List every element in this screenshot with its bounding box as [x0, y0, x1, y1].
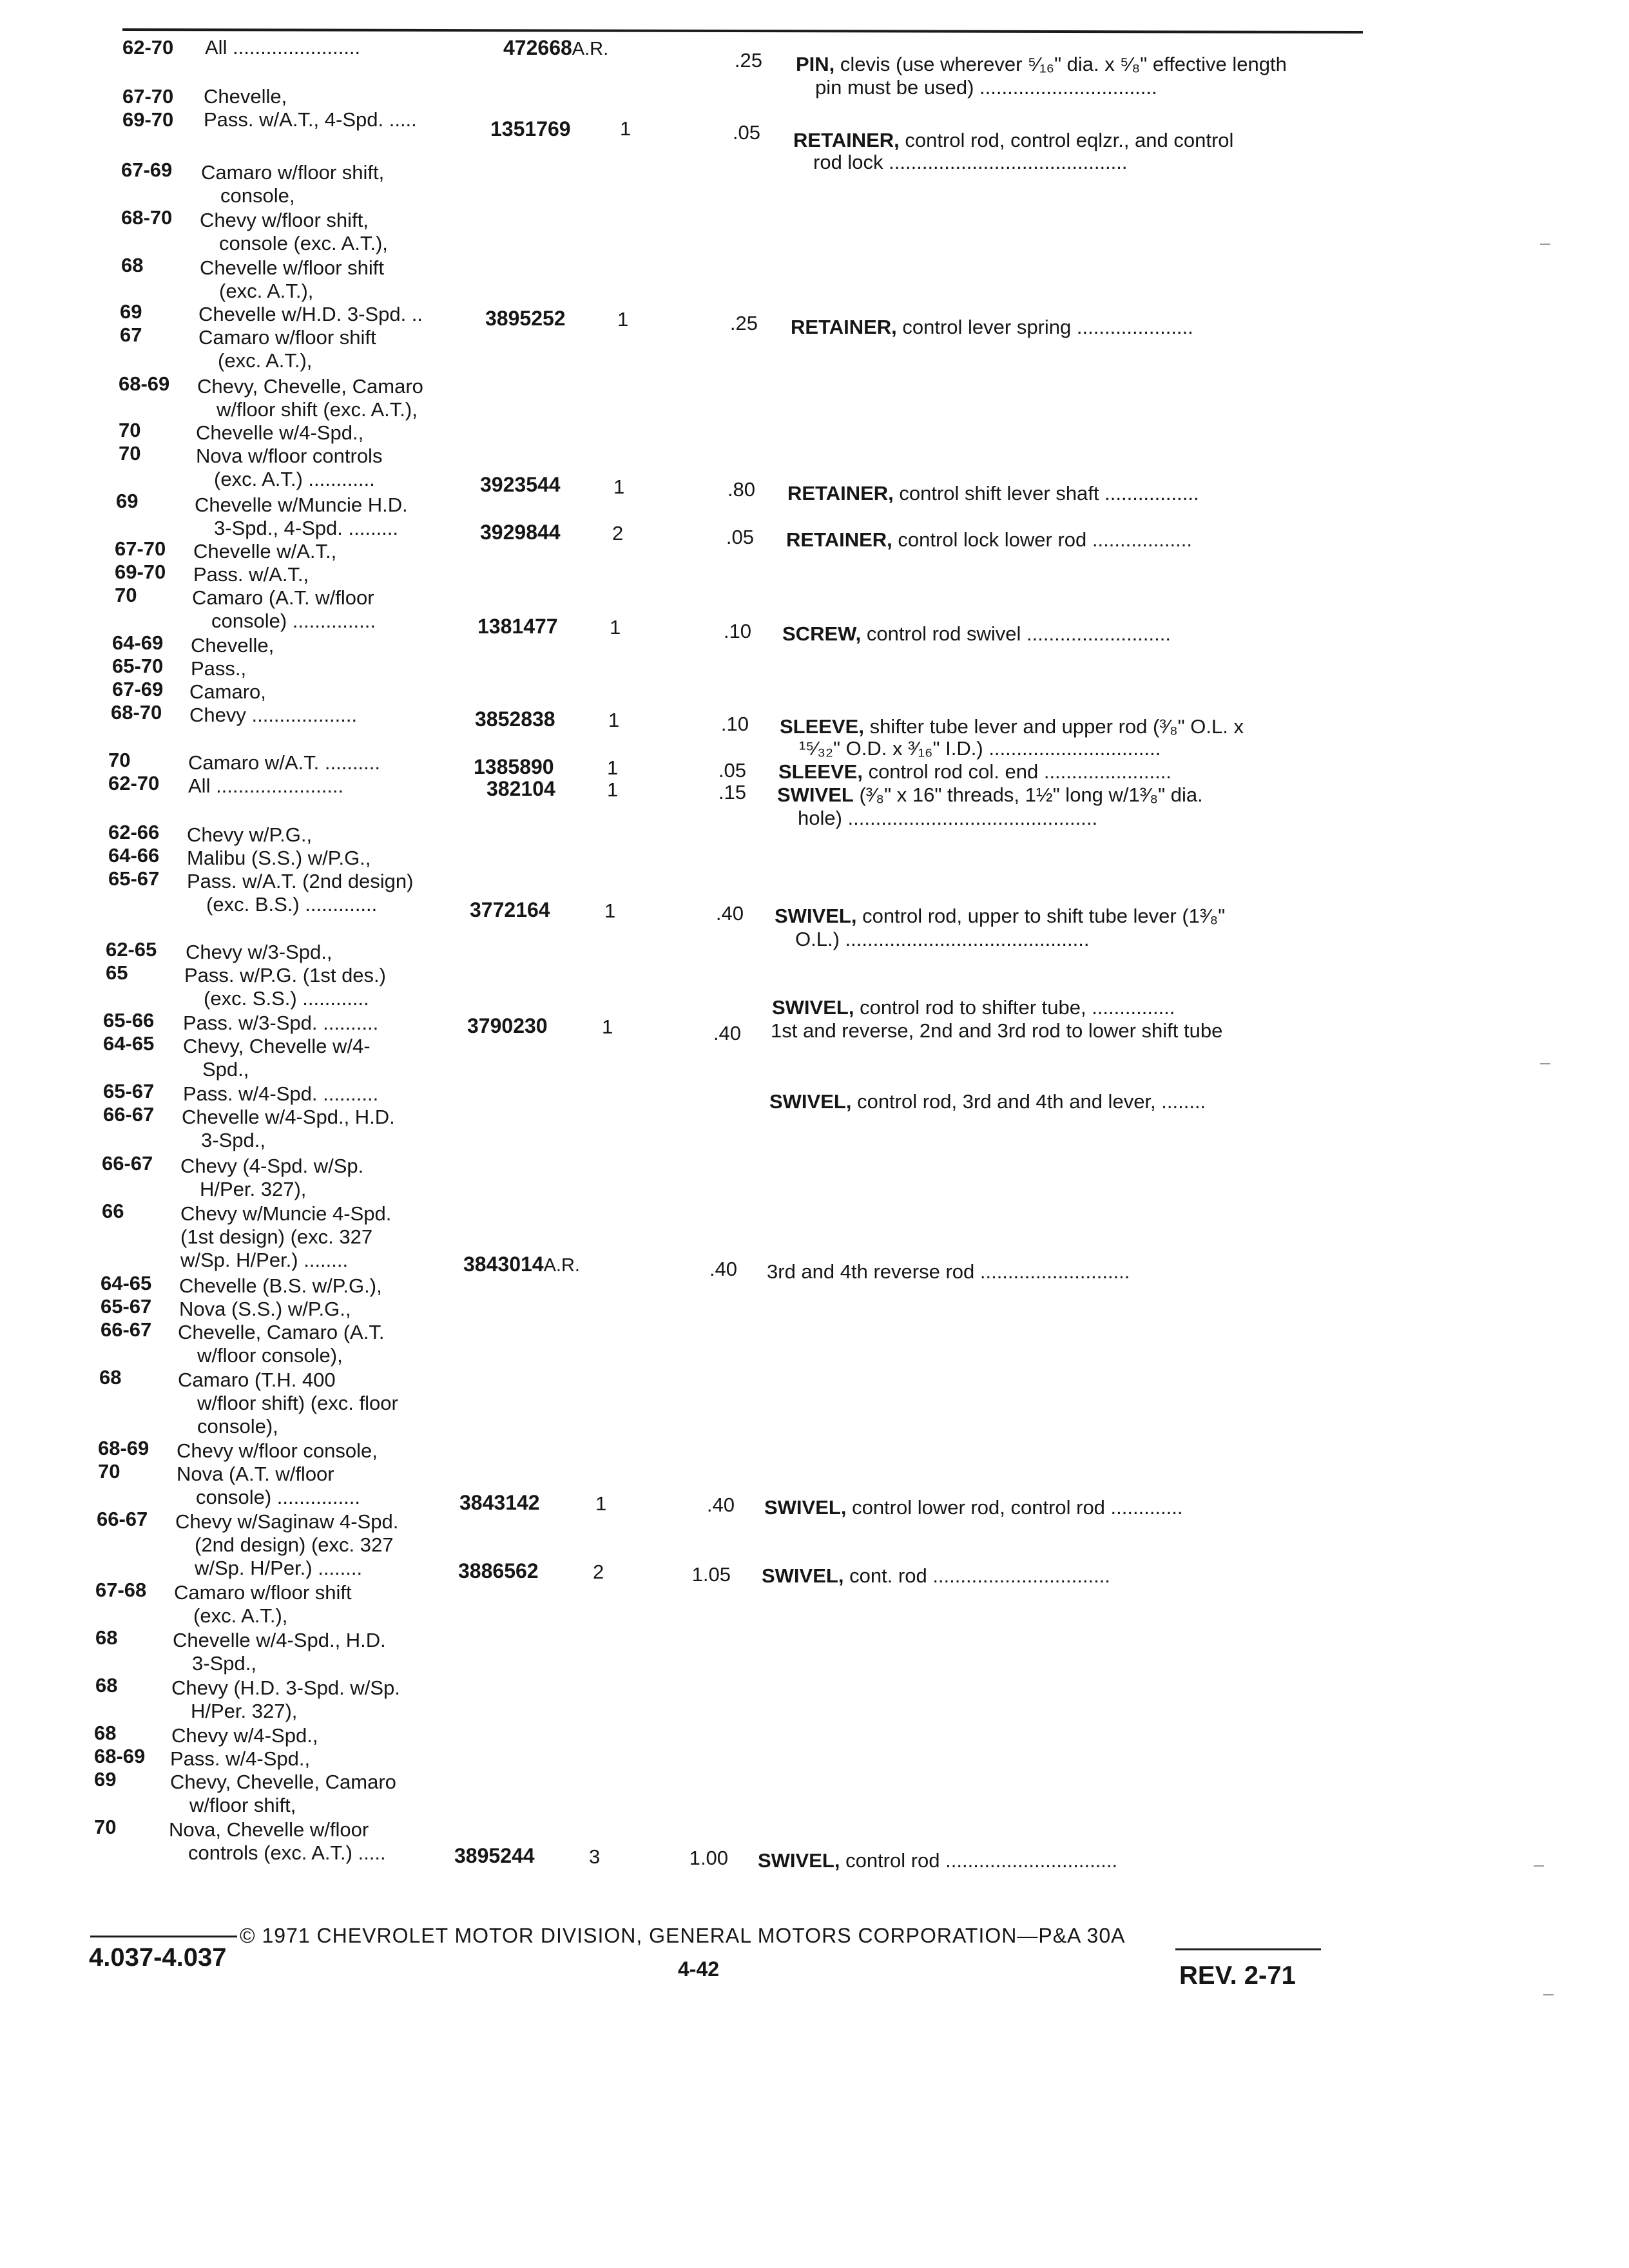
- price: .10: [720, 713, 749, 735]
- part-description: RETAINER, control shift lever shaft .................: [787, 482, 1199, 505]
- scan-mark: [1534, 1865, 1544, 1867]
- application-cont: w/floor shift,: [189, 1794, 296, 1816]
- part-description: RETAINER, control lock lower rod ..................: [786, 528, 1192, 551]
- top-rule: [122, 28, 1363, 34]
- part-description: 3rd and 4th reverse rod ...........................: [767, 1260, 1130, 1283]
- application-cont: (exc. B.S.) .............: [206, 893, 378, 916]
- application: Camaro,: [189, 680, 266, 703]
- part-description-cont: ¹⁵⁄₃₂" O.D. x ³⁄₁₆" I.D.) ...............................: [799, 737, 1161, 760]
- model-years: 65-67: [101, 1295, 152, 1318]
- application-cont: 3-Spd., 4-Spd. .........: [214, 517, 399, 539]
- part-number: 3790230: [467, 1014, 548, 1037]
- application-cont: (2nd design) (exc. 327: [195, 1533, 394, 1556]
- application: Nova, Chevelle w/floor: [169, 1818, 369, 1841]
- model-years: 65-67: [103, 1080, 155, 1102]
- application: Chevelle w/4-Spd., H.D.: [182, 1106, 395, 1128]
- application: Chevelle w/A.T.,: [193, 540, 337, 562]
- price: .05: [732, 121, 760, 144]
- application: Nova (A.T. w/floor: [177, 1463, 334, 1485]
- quantity: 1: [613, 476, 625, 498]
- price: .05: [718, 759, 746, 782]
- application: Nova (S.S.) w/P.G.,: [179, 1298, 351, 1320]
- model-years: 66-67: [103, 1103, 155, 1126]
- model-years: 65-70: [112, 655, 164, 677]
- application: Chevy w/P.G.,: [187, 823, 313, 846]
- application: All .......................: [205, 36, 361, 59]
- application-cont: Spd.,: [202, 1058, 249, 1081]
- model-years: 67-69: [112, 678, 164, 700]
- price: .80: [727, 478, 755, 501]
- part-description: SWIVEL, control rod, upper to shift tube lever (1³⁄₈": [775, 905, 1226, 927]
- part-number: 3895252: [485, 307, 566, 330]
- application-cont: console),: [197, 1415, 278, 1437]
- part-number: 472668A.R.: [503, 36, 609, 59]
- application: Chevelle, Camaro (A.T.: [178, 1321, 385, 1343]
- application: Chevy (H.D. 3-Spd. w/Sp.: [171, 1677, 400, 1699]
- price: .40: [713, 1022, 741, 1044]
- application: Pass. w/A.T. (2nd design): [187, 870, 414, 892]
- footer-page-number: 4-42: [678, 1957, 720, 1981]
- application: Chevy w/4-Spd.,: [171, 1724, 318, 1747]
- quantity: 1: [620, 117, 631, 140]
- model-years: 66-67: [101, 1318, 152, 1341]
- price: .40: [715, 902, 744, 925]
- part-description: SWIVEL, control rod to shifter tube, ...............: [772, 996, 1175, 1019]
- application: All .......................: [188, 774, 344, 797]
- application: Pass. w/3-Spd. ..........: [183, 1012, 379, 1034]
- application: Chevelle (B.S. w/P.G.),: [179, 1274, 382, 1297]
- part-description: RETAINER, control lever spring .....................: [791, 316, 1193, 338]
- part-description-cont: rod lock ...........................................: [813, 151, 1128, 173]
- model-years: 68-70: [121, 206, 173, 229]
- scan-mark: [1543, 1994, 1554, 1995]
- application: Chevy, Chevelle, Camaro: [197, 375, 423, 398]
- model-years: 68-69: [119, 372, 170, 395]
- application-cont: console,: [220, 184, 295, 207]
- application-cont: (exc. A.T.),: [219, 280, 314, 302]
- model-years: 64-69: [112, 631, 164, 654]
- application: Pass. w/4-Spd. ..........: [183, 1082, 379, 1105]
- price: 1.00: [689, 1847, 728, 1869]
- application-cont: H/Per. 327),: [191, 1700, 298, 1722]
- model-years: 68-69: [98, 1437, 149, 1459]
- part-number: 3929844: [480, 521, 561, 544]
- model-years: 69: [116, 490, 139, 512]
- application-cont: w/floor console),: [197, 1344, 343, 1367]
- part-number: 1385890: [474, 755, 554, 778]
- model-years: 65-67: [108, 867, 160, 890]
- price: .40: [709, 1258, 737, 1280]
- application: Camaro (T.H. 400: [178, 1369, 336, 1391]
- model-years: 69: [94, 1768, 117, 1791]
- application-cont: w/Sp. H/Per.) ........: [180, 1249, 349, 1271]
- part-description: SWIVEL, control lower rod, control rod .............: [764, 1496, 1183, 1519]
- model-years: 70: [115, 584, 137, 606]
- part-number: 3852838: [475, 707, 555, 731]
- model-years: 62-65: [106, 938, 157, 961]
- application: Chevelle w/Muncie H.D.: [195, 494, 408, 516]
- application: Nova w/floor controls: [196, 445, 383, 467]
- part-number: 1381477: [477, 615, 558, 638]
- part-number: 3843014A.R.: [463, 1253, 580, 1276]
- part-description: SWIVEL, control rod, 3rd and 4th and lever, ........: [769, 1090, 1206, 1113]
- application-cont: H/Per. 327),: [200, 1178, 307, 1200]
- model-years: 67-69: [121, 159, 173, 181]
- application: Pass.,: [191, 657, 247, 680]
- application: Camaro w/floor shift: [198, 326, 376, 349]
- part-description: SLEEVE, control rod col. end .......................: [778, 760, 1171, 783]
- quantity: 2: [612, 522, 624, 544]
- quantity: 1: [617, 308, 629, 331]
- application: Chevy w/Saginaw 4-Spd.: [175, 1510, 399, 1533]
- application-cont: 3-Spd.,: [192, 1652, 256, 1675]
- footer-rule-right: [1175, 1948, 1321, 1950]
- part-number: 3895244: [454, 1844, 535, 1867]
- model-years: 67-70: [115, 537, 166, 560]
- scan-mark: [1540, 244, 1550, 245]
- application: Chevelle w/floor shift: [200, 256, 385, 279]
- quantity: 2: [593, 1561, 604, 1583]
- application-cont: w/floor shift) (exc. floor: [197, 1392, 398, 1414]
- quantity: 1: [602, 1015, 613, 1038]
- application-cont: controls (exc. A.T.) .....: [188, 1841, 386, 1864]
- quantity: 1: [595, 1492, 607, 1515]
- model-years: 67: [120, 323, 142, 346]
- quantity: 1: [607, 778, 619, 801]
- part-number: 1351769: [490, 117, 571, 140]
- model-years: 62-70: [122, 36, 174, 59]
- application: Camaro w/floor shift: [174, 1581, 352, 1604]
- application-cont: w/Sp. H/Per.) ........: [195, 1557, 363, 1579]
- model-years: 65: [106, 961, 128, 984]
- model-years: 70: [119, 419, 141, 441]
- part-description-cont: O.L.) ............................................: [795, 928, 1090, 950]
- model-years: 68-70: [111, 701, 162, 724]
- application: Chevelle w/4-Spd., H.D.: [173, 1629, 386, 1651]
- part-description: SWIVEL, control rod ...............................: [758, 1849, 1118, 1872]
- model-years: 70: [108, 749, 131, 771]
- model-years: 62-70: [108, 772, 160, 794]
- price: .05: [726, 526, 754, 548]
- model-years: 67-68: [95, 1579, 147, 1601]
- application: Chevelle w/H.D. 3-Spd. ..: [198, 303, 423, 325]
- footer-revision: REV. 2-71: [1179, 1961, 1296, 1990]
- application: Chevy w/floor shift,: [200, 209, 369, 231]
- application: Chevelle,: [204, 85, 287, 108]
- part-description-cont: hole) .............................................: [798, 807, 1098, 829]
- application-cont: console) ...............: [211, 610, 376, 632]
- part-number: 3772164: [470, 898, 550, 921]
- model-years: 64-65: [103, 1032, 155, 1055]
- price: .15: [718, 781, 746, 803]
- quantity: 1: [607, 756, 619, 779]
- model-years: 66-67: [97, 1508, 148, 1530]
- model-years: 67-70: [122, 85, 174, 108]
- part-number: 3843142: [459, 1491, 540, 1514]
- application-cont: console) ...............: [196, 1486, 360, 1508]
- part-number: 382104: [487, 777, 555, 800]
- model-years: 68: [99, 1366, 122, 1389]
- part-description: SCREW, control rod swivel ..........................: [782, 622, 1171, 645]
- model-years: 64-65: [101, 1272, 152, 1294]
- model-years: 64-66: [108, 844, 160, 867]
- application: Chevy, Chevelle, Camaro: [170, 1771, 396, 1793]
- price: 1.05: [691, 1563, 731, 1586]
- price: .40: [706, 1494, 735, 1516]
- application: Chevelle w/4-Spd.,: [196, 421, 364, 444]
- price: .25: [734, 49, 762, 72]
- application: Chevy (4-Spd. w/Sp.: [180, 1155, 364, 1177]
- model-years: 69-70: [115, 561, 166, 583]
- scan-mark: [1540, 1063, 1550, 1064]
- application-cont: console (exc. A.T.),: [219, 232, 388, 255]
- model-years: 69-70: [122, 108, 174, 131]
- quantity: 3: [589, 1845, 601, 1868]
- model-years: 68: [94, 1722, 117, 1744]
- part-number: 3886562: [458, 1559, 539, 1582]
- application: Pass. w/P.G. (1st des.): [184, 964, 386, 986]
- part-description: SLEEVE, shifter tube lever and upper rod (³⁄₈" O.L. x: [780, 715, 1244, 738]
- application-cont: w/floor shift (exc. A.T.),: [217, 398, 418, 421]
- application-cont: (exc. S.S.) ............: [204, 987, 369, 1010]
- application: Chevelle,: [191, 634, 275, 657]
- model-years: 70: [119, 442, 141, 465]
- part-description-cont: 1st and reverse, 2nd and 3rd rod to lower shift tube: [771, 1019, 1223, 1042]
- model-years: 66: [102, 1200, 124, 1222]
- application: Camaro (A.T. w/floor: [192, 586, 374, 609]
- application: Chevy, Chevelle w/4-: [183, 1035, 371, 1057]
- part-description-cont: pin must be used) ................................: [815, 76, 1157, 99]
- application: Chevy w/floor console,: [177, 1439, 378, 1462]
- price: .25: [729, 312, 758, 334]
- model-years: 70: [98, 1460, 120, 1483]
- application: Chevy ...................: [189, 704, 358, 726]
- application: Camaro w/A.T. ..........: [188, 751, 381, 774]
- footer-copyright: © 1971 CHEVROLET MOTOR DIVISION, GENERAL MOTORS CORPORATION—P&A 30A: [240, 1924, 1126, 1947]
- application-cont: (exc. A.T.),: [218, 349, 313, 372]
- application-cont: (1st design) (exc. 327: [180, 1225, 373, 1248]
- model-years: 68-69: [94, 1745, 146, 1767]
- model-years: 65-66: [103, 1009, 155, 1032]
- model-years: 62-66: [108, 821, 160, 843]
- part-description: PIN, clevis (use wherever ⁵⁄₁₆" dia. x ⁵⁄₈" effective length: [796, 53, 1287, 75]
- price: .10: [723, 620, 751, 642]
- part-description: SWIVEL (³⁄₈" x 16" threads, 1½" long w/1³⁄₈" dia.: [777, 783, 1203, 806]
- model-years: 68: [95, 1626, 118, 1649]
- part-description: RETAINER, control rod, control eqlzr., and control: [793, 129, 1234, 151]
- application: Pass. w/4-Spd.,: [170, 1747, 311, 1770]
- application: Pass. w/A.T.,: [193, 563, 309, 586]
- application: Malibu (S.S.) w/P.G.,: [187, 847, 371, 869]
- application: Chevy w/3-Spd.,: [186, 941, 333, 963]
- part-number: 3923544: [480, 473, 561, 496]
- part-description: SWIVEL, cont. rod ................................: [762, 1564, 1110, 1587]
- application: Pass. w/A.T., 4-Spd. .....: [204, 108, 417, 131]
- application-cont: (exc. A.T.) ............: [214, 468, 375, 490]
- application: Chevy w/Muncie 4-Spd.: [180, 1202, 392, 1225]
- footer-rule-left: [90, 1936, 237, 1937]
- model-years: 69: [120, 300, 142, 323]
- quantity: 1: [610, 616, 621, 639]
- model-years: 68: [121, 254, 144, 276]
- application-cont: 3-Spd.,: [201, 1129, 265, 1151]
- model-years: 66-67: [102, 1152, 153, 1175]
- footer-group-number: 4.037-4.037: [89, 1943, 227, 1972]
- application: Camaro w/floor shift,: [201, 161, 385, 184]
- application-cont: (exc. A.T.),: [193, 1604, 288, 1627]
- model-years: 68: [95, 1674, 118, 1696]
- quantity: 1: [608, 709, 620, 731]
- model-years: 70: [94, 1816, 117, 1838]
- quantity: 1: [604, 899, 616, 922]
